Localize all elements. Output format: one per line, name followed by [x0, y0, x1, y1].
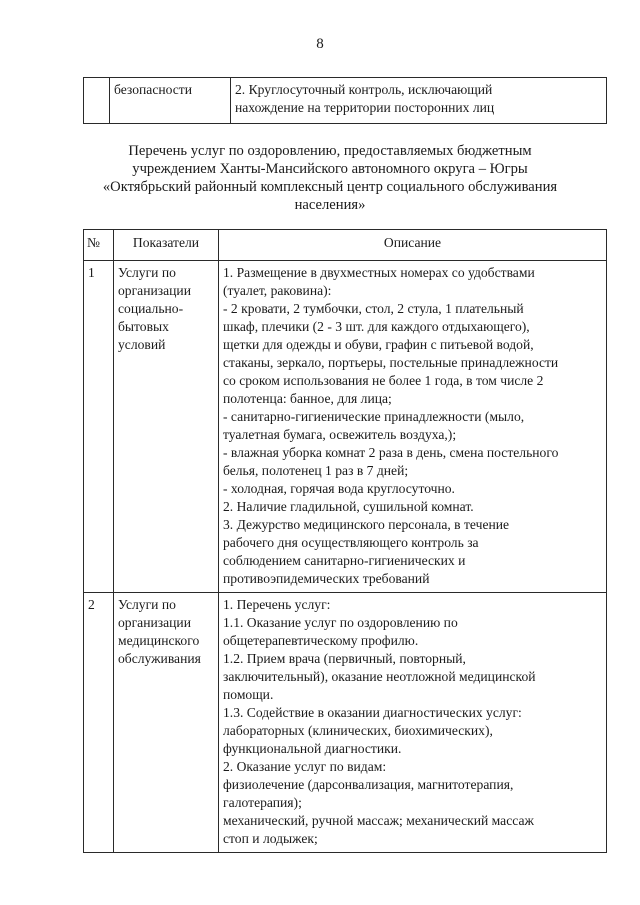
table-row [84, 593, 607, 853]
services-table [83, 229, 607, 853]
heading-line: учреждением Ханты-Мансийского автономного округа – Югры [132, 161, 528, 177]
description-line: противоэпидемических требований [223, 571, 430, 586]
description-line: помощи. [223, 687, 274, 702]
description-line: со сроком использования не более 1 года, в том числе 2 [223, 373, 544, 388]
description-line: механический, ручной массаж; механический массаж [223, 813, 534, 828]
description-line: 3. Дежурство медицинского персонала, в течение [223, 517, 510, 532]
description-line: - санитарно-гигиенические принадлежности (мыло, [223, 409, 525, 424]
heading-line: «Октябрьский районный комплексный центр социального обслуживания [102, 179, 558, 195]
description-line: нахождение на территории посторонних лиц [235, 100, 495, 115]
indicator-line: Услуги по [118, 597, 176, 612]
description-line: 1.3. Содействие в оказании диагностических услуг: [223, 705, 522, 720]
column-header-indicator: Показатели [114, 230, 219, 261]
heading-line: Перечень услуг по оздоровлению, предоставляемых бюджетным [128, 143, 532, 159]
indicator-cell: безопасности [110, 78, 231, 124]
description-line: лабораторных (клинических, биохимических), [223, 723, 493, 738]
indicator-line: социально- [118, 301, 184, 316]
column-header-description: Описание [219, 230, 607, 261]
description-line: функциональной диагностики. [223, 741, 402, 756]
description-line: 1. Перечень услуг: [223, 597, 331, 612]
description-line: 2. Круглосуточный контроль, исключающий [235, 82, 493, 97]
indicator-line: Услуги по [118, 265, 176, 280]
description-line: стоп и лодыжек; [223, 831, 318, 846]
description-line: рабочего дня осуществляющего контроль за [223, 535, 479, 550]
description-line: полотенца: банное, для лица; [223, 391, 392, 406]
indicator-line: бытовых [118, 319, 169, 334]
indicator-cell [114, 593, 219, 853]
description-line: галотерапия); [223, 795, 302, 810]
description-line: 2. Наличие гладильной, сушильной комнат. [223, 499, 474, 514]
description-line: - влажная уборка комнат 2 раза в день, смена постельного [223, 445, 559, 460]
description-line: (туалет, раковина): [223, 283, 332, 298]
table-header-row [84, 230, 607, 261]
row-number: 2 [84, 593, 114, 853]
description-line: соблюдением санитарно-гигиенических и [223, 553, 466, 568]
table-row [84, 78, 607, 124]
description-line: - 2 кровати, 2 тумбочки, стол, 2 стула, 1 плательный [223, 301, 524, 316]
description-cell [231, 78, 607, 124]
description-line: заключительный), оказание неотложной медицинской [223, 669, 536, 684]
description-cell [219, 593, 607, 853]
description-line: туалетная бумага, освежитель воздуха,); [223, 427, 457, 442]
description-line: 1.1. Оказание услуг по оздоровлению по [223, 615, 458, 630]
description-cell [219, 261, 607, 593]
page-number: 8 [316, 36, 324, 52]
description-line: щетки для одежды и обуви, графин с питьевой водой, [223, 337, 534, 352]
row-number: 1 [84, 261, 114, 593]
heading-line: населения» [294, 197, 366, 213]
description-line: шкаф, плечики (2 - 3 шт. для каждого отдыхающего), [223, 319, 530, 334]
number-cell [84, 78, 110, 124]
indicator-line: медицинского [118, 633, 200, 648]
description-line: 1. Размещение в двухместных номерах со удобствами [223, 265, 535, 280]
description-line: общетерапевтическому профилю. [223, 633, 419, 648]
column-header-number: № [84, 230, 114, 261]
indicator-line: условий [118, 337, 166, 352]
indicator-line: организации [118, 283, 191, 298]
indicator-cell [114, 261, 219, 593]
table-row [84, 261, 607, 593]
description-line: - холодная, горячая вода круглосуточно. [223, 481, 455, 496]
indicator-line: организации [118, 615, 191, 630]
services-heading [60, 142, 600, 214]
description-line: 1.2. Прием врача (первичный, повторный, [223, 651, 466, 666]
continuation-table [83, 77, 607, 124]
description-line: физиолечение (дарсонвализация, магнитотерапия, [223, 777, 514, 792]
description-line: стаканы, зеркало, портьеры, постельные принадлежности [223, 355, 559, 370]
description-line: белья, полотенец 1 раз в 7 дней; [223, 463, 409, 478]
indicator-line: обслуживания [118, 651, 201, 666]
description-line: 2. Оказание услуг по видам: [223, 759, 387, 774]
